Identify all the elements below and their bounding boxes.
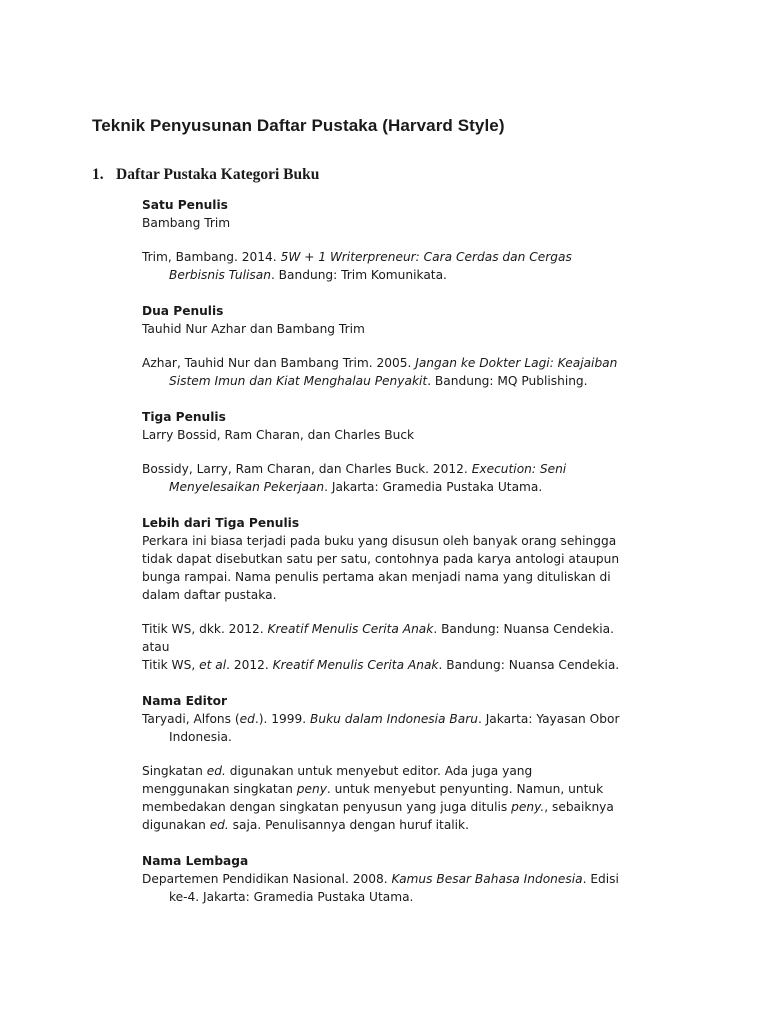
subheading-lebih-dari-tiga: Lebih dari Tiga Penulis	[142, 516, 300, 530]
author-line: Larry Bossid, Ram Charan, dan Charles Buck	[142, 428, 415, 442]
author-line: Tauhid Nur Azhar dan Bambang Trim	[142, 322, 365, 336]
subheading-tiga-penulis: Tiga Penulis	[142, 410, 226, 424]
reference-entry: Trim, Bambang. 2014. 5W + 1 Writerpreneur: Cara Cerdas dan Cergas Berbisnis Tulisan. Bandung: Trim Komunikata.	[142, 250, 572, 282]
subheading-nama-editor: Nama Editor	[142, 694, 228, 708]
explanation-paragraph: Perkara ini biasa terjadi pada buku yang disusun oleh banyak orang sehingga tidak dapat disebutkan satu per satu, contohnya pada karya antologi ataupun bunga rampai. Nama penulis pertama akan menjadi nama yang dituliskan di dalam daftar pustaka.	[142, 534, 620, 602]
reference-entry: Bossidy, Larry, Ram Charan, dan Charles Buck. 2012. Execution: Seni Menyelesaikan Pekerjaan. Jakarta: Gramedia Pustaka Utama.	[142, 462, 567, 494]
or-separator: atau	[142, 640, 170, 654]
section-number: 1.	[92, 166, 104, 183]
subheading-nama-lembaga: Nama Lembaga	[142, 854, 249, 868]
document-title: Teknik Penyusunan Daftar Pustaka (Harvard Style)	[92, 116, 505, 135]
author-line: Bambang Trim	[142, 216, 231, 230]
subheading-satu-penulis: Satu Penulis	[142, 198, 228, 212]
reference-entry: Departemen Pendidikan Nasional. 2008. Kamus Besar Bahasa Indonesia. Edisi ke-4. Jakarta: Gramedia Pustaka Utama.	[142, 872, 619, 904]
reference-entry: Titik WS, dkk. 2012. Kreatif Menulis Cerita Anak. Bandung: Nuansa Cendekia.	[142, 622, 615, 636]
section-heading	[92, 166, 319, 184]
explanation-paragraph: Singkatan ed. digunakan untuk menyebut editor. Ada juga yang menggunakan singkatan peny. untuk menyebut penyunting. Namun, untuk membedakan dengan singkatan penyusun yang juga ditulis peny., sebaiknya digunakan ed. saja. Penulisannya dengan huruf italik.	[142, 764, 614, 832]
document-body	[142, 196, 622, 906]
subheading-dua-penulis: Dua Penulis	[142, 304, 224, 318]
reference-entry: Azhar, Tauhid Nur dan Bambang Trim. 2005. Jangan ke Dokter Lagi: Keajaiban Sistem Imun dan Kiat Menghalau Penyakit. Bandung: MQ Publishing.	[142, 356, 618, 388]
section-title: Daftar Pustaka Kategori Buku	[116, 166, 320, 183]
reference-entry: Titik WS, et al. 2012. Kreatif Menulis Cerita Anak. Bandung: Nuansa Cendekia.	[142, 658, 620, 672]
reference-entry: Taryadi, Alfons (ed.). 1999. Buku dalam Indonesia Baru. Jakarta: Yayasan Obor Indonesia.	[142, 712, 620, 744]
